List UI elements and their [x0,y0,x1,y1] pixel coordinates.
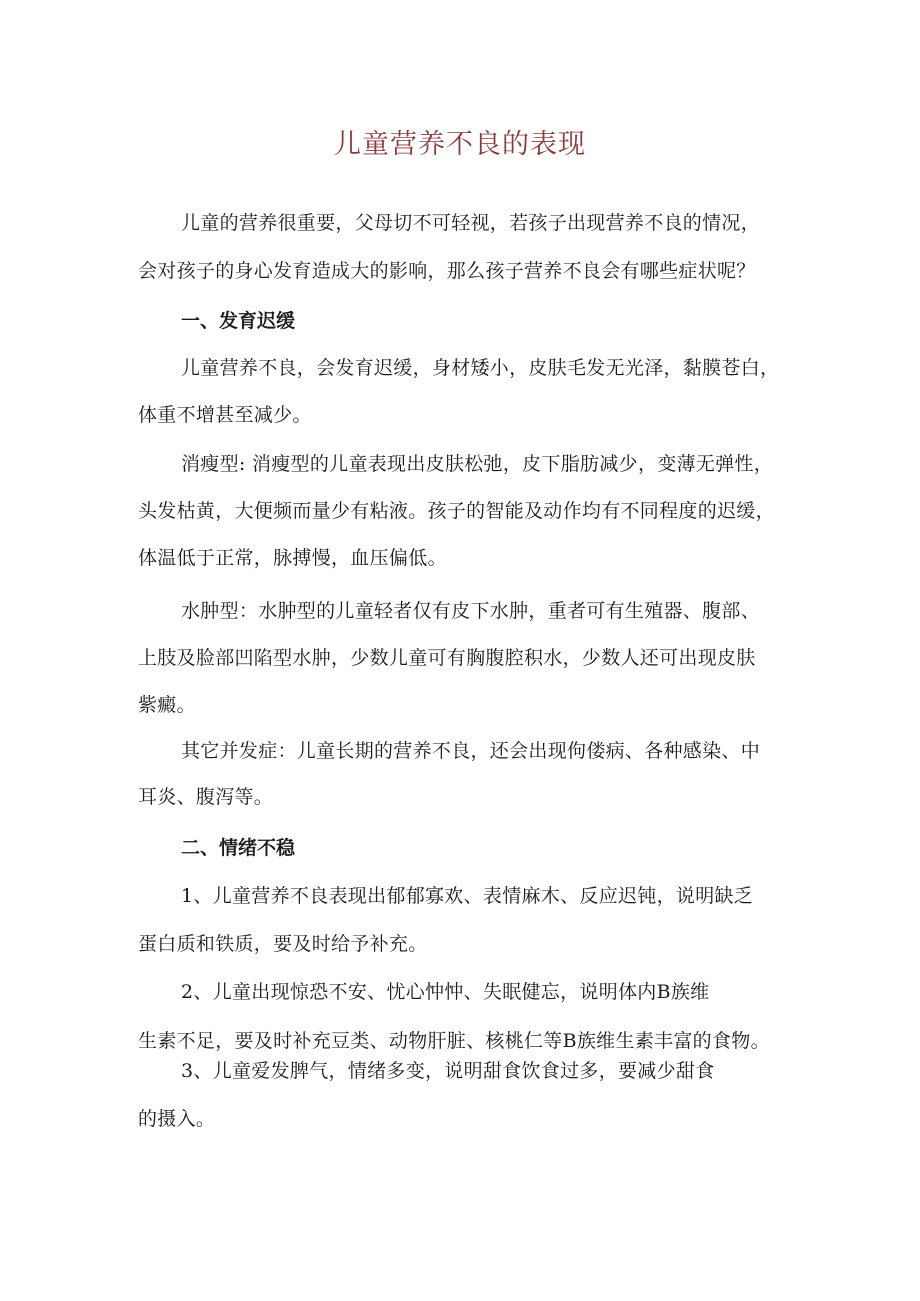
paragraph-line: 紫癜。 [138,694,196,716]
paragraph-line: 3、儿童爱发脾气，情绪多变，说明甜食饮食过多，要减少甜食 [181,1060,715,1082]
section-heading-2: 二、情绪不稳 [181,837,296,859]
paragraph-line: 水肿型：水肿型的儿童轻者仅有皮下水肿，重者可有生殖器、腹部、 [181,600,761,622]
paragraph-line: 的摄入。 [138,1108,216,1130]
paragraph-line: 耳炎、腹泻等。 [138,786,274,808]
document-title: 儿童营养不良的表现 [334,129,586,160]
paragraph-line: 1、儿童营养不良表现出郁郁寡欢、表情麻木、反应迟钝，说明缺乏 [181,885,754,907]
paragraph-line: 头发枯黄，大便频而量少有粘液。孩子的智能及动作均有不同程度的迟缓， [138,500,775,522]
paragraph-line: 消瘦型: 消瘦型的儿童表现出皮肤松弛，皮下脂肪减少，变薄无弹性， [181,453,774,475]
paragraph-line: 蛋白质和铁质，要及时给予补充。 [138,933,428,955]
paragraph-line: 2、儿童出现惊恐不安、忧心忡忡、失眠健忘，说明体内B族维 [181,981,710,1003]
paragraph-line: 体温低于正常，脉搏慢，血压偏低。 [138,547,447,569]
section-heading-1: 一、发育迟缓 [181,310,296,332]
paragraph-line: 生素不足，要及时补充豆类、动物肝脏、核桃仁等B族维生素丰富的食物。 [138,1030,770,1052]
paragraph-line: 儿童营养不良，会发育迟缓，身材矮小，皮肤毛发无光泽，黏膜苍白， [181,357,780,379]
paragraph-line: 体重不增甚至减少。 [138,404,312,426]
paragraph-line: 其它并发症：儿童长期的营养不良，还会出现佝偻病、各种感染、中 [181,740,761,762]
intro-line-2: 会对孩子的身心发育造成大的影响，那么孩子营养不良会有哪些症状呢？ [138,260,756,282]
paragraph-line: 上肢及脸部凹陷型水肿，少数儿童可有胸腹腔积水，少数人还可出现皮肤 [138,647,756,669]
intro-line-1: 儿童的营养很重要，父母切不可轻视，若孩子出现营养不良的情况， [181,212,761,234]
